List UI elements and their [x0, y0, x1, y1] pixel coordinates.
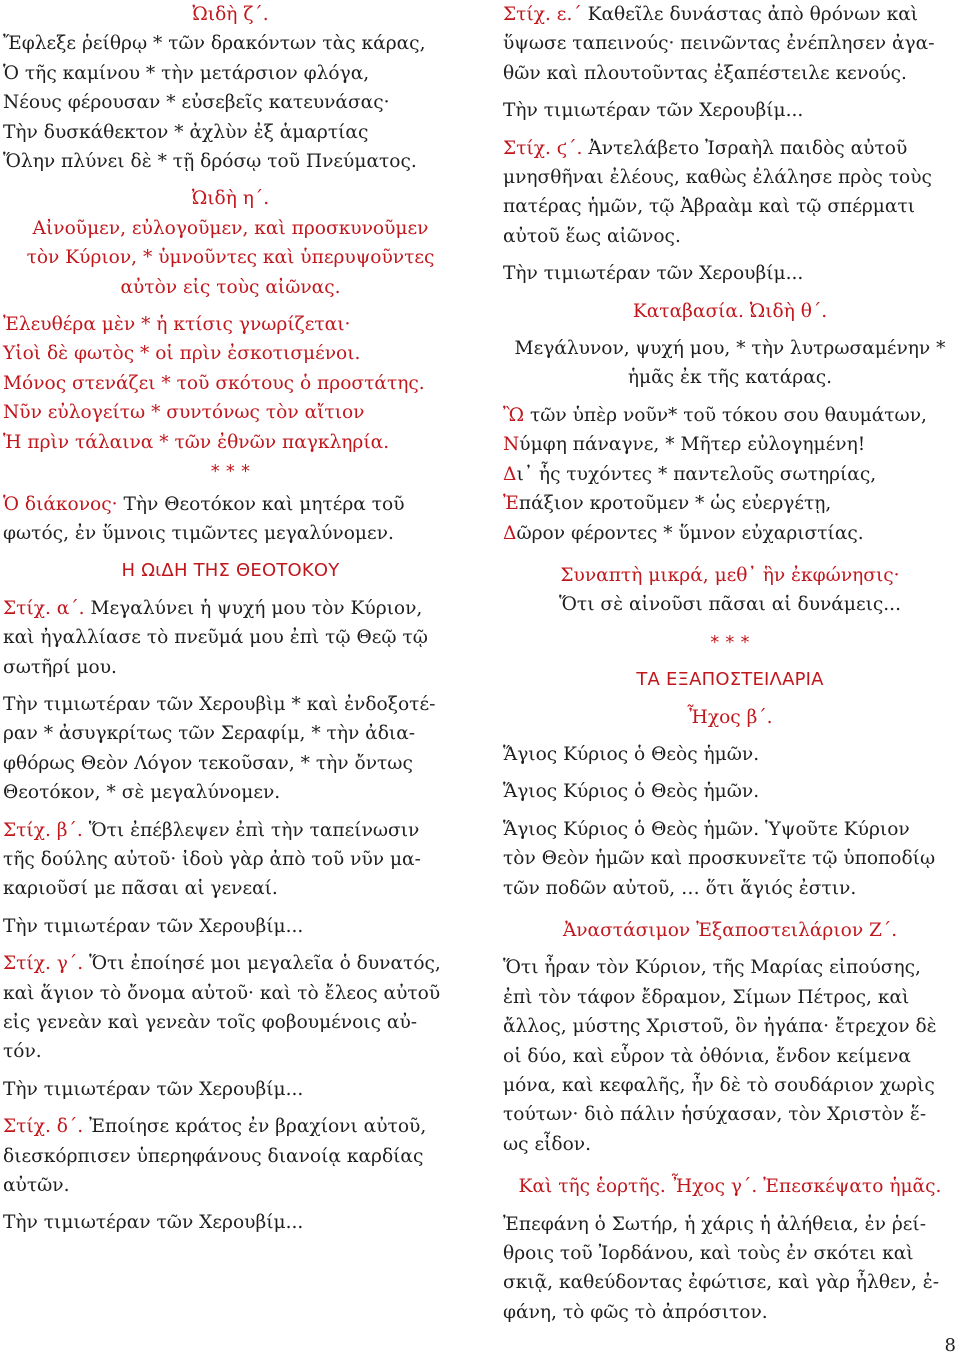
stix-st-label: Στίχ. ϛ΄.: [503, 137, 583, 159]
feast-title: Καὶ τῆς ἑορτῆς. Ἦχος γ΄. Ἐπεσκέψατο ἡμᾶς.: [518, 1176, 942, 1198]
stix-line: Ὅτι ἐποίησέ μοι μεγαλεῖα ὁ δυνατός,: [89, 953, 441, 975]
left-column: [3, 0, 458, 1238]
stix-line: Ἐποίησε κράτος ἐν βραχίονι αὐτοῦ,: [89, 1116, 427, 1138]
timioteran-short: Τὴν τιμιωτέραν τῶν Χερουβίμ...: [3, 1078, 304, 1100]
refrain-line: αὐτὸν εἰς τοὺς αἰῶνας.: [120, 276, 341, 298]
ode-8-verse: [3, 310, 458, 457]
verse-line: Ἐπάξιον κροτοῦμεν * ὡς εὐεργέτῃ,: [503, 493, 832, 515]
synapti-rubric: Συναπτὴ μικρά, μεθ᾽ ἣν ἐκφώνησις·: [560, 564, 900, 586]
text-line: ἐπὶ τὸν τάφον ἔδραμον, Σίμων Πέτρος, καὶ: [503, 986, 910, 1008]
deacon-exclamation: [3, 490, 458, 519]
stix-e-label: Στίχ. ε.΄: [503, 4, 582, 25]
stix-line: Ὅτι ἐπέβλεψεν ἐπὶ τὴν ταπείνωσιν: [88, 819, 420, 841]
timioteran-short: Τὴν τιμιωτέραν τῶν Χερουβίμ...: [503, 263, 804, 285]
verse-line: Νέους φέρουσαν * εὐσεβεῖς κατευνάσας·: [3, 92, 390, 114]
hymn-line: φθόρως Θεὸν Λόγον τεκοῦσαν, * τὴν ὄντως: [3, 752, 413, 774]
stix-a-label: Στίχ. α΄.: [3, 597, 85, 619]
timioteran-full: [3, 690, 458, 808]
exaposteilaria-heading: ΤΑ ΕΞΑΠΟΣΤΕΙΛΑΡΙΑ: [636, 669, 824, 691]
verse-line: Ἅγιος Κύριος ὁ Θεὸς ἡμῶν. Ὑψοῦτε Κύριον: [503, 818, 910, 840]
stix-line: θῶν καὶ πλουτοῦντας ἐξαπέστειλε κενούς.: [503, 62, 907, 84]
anastasimon-text: [503, 953, 957, 1159]
megalynon-refrain: [503, 334, 957, 393]
agios-verse: [503, 815, 957, 903]
stix-line: Μεγαλύνει ἡ ψυχή μου τὸν Κύριον,: [90, 597, 423, 619]
echos-title: Ἦχος β΄.: [687, 706, 773, 728]
stix-line: πατέρας ἡμῶν, τῷ Ἀβραὰμ καὶ τῷ σπέρματι: [503, 196, 916, 218]
stix-line: αὐτοῦ ἕως αἰῶνος.: [503, 225, 681, 247]
stix-st: [503, 134, 957, 252]
stix-b: [3, 816, 458, 904]
stix-g-label: Στίχ. γ΄.: [3, 953, 84, 975]
refrain-line: Μεγάλυνον, ψυχή μου, * τὴν λυτρωσαμένην *: [514, 338, 946, 360]
timioteran-short: Τὴν τιμιωτέραν τῶν Χερουβίμ...: [503, 100, 804, 122]
stix-line: μνησθῆναι ἐλέους, καθὼς ἐλάλησε πρὸς τοὺς: [503, 167, 932, 189]
page-number: 8: [944, 1335, 956, 1356]
drop-initial: Δ: [503, 463, 517, 485]
section-divider: * * *: [710, 631, 750, 653]
right-column: [503, 0, 957, 1327]
verse-line: Νύμφη πάναγνε, * Μῆτερ εὐλογημένη!: [503, 434, 866, 456]
verse-line: τῶν ποδῶν αὐτοῦ, … ὅτι ἅγιός ἐστιν.: [503, 877, 857, 899]
refrain-line: ἡμᾶς ἐκ τῆς κατάρας.: [627, 367, 833, 389]
text-line: τούτων· διὸ πάλιν ἡσύχασαν, τὸν Χριστὸν ἕ-: [503, 1104, 927, 1126]
deacon-text-line: Τὴν Θεοτόκον καὶ μητέρα τοῦ: [123, 493, 405, 515]
drop-initial: Ν: [503, 434, 520, 456]
agios-line: Ἅγιος Κύριος ὁ Θεὸς ἡμῶν.: [503, 781, 760, 803]
deacon-label: Ὁ διάκονος·: [3, 493, 118, 515]
hymn-line: ραν * ἀσυγκρίτως τῶν Σεραφίμ, * τὴν ἀδια-: [3, 723, 416, 745]
verse-line: Ἐλευθέρα μὲν * ἡ κτίσις γνωρίζεται·: [3, 314, 351, 336]
text-line: σκιᾷ, καθεύδοντας ἐφώτισε, καὶ γὰρ ἦλθεν, ἐ-: [503, 1272, 940, 1294]
stix-a: [3, 594, 458, 682]
drop-initial: Δ: [503, 522, 517, 544]
stix-d-label: Στίχ. δ΄.: [3, 1116, 84, 1138]
timioteran-short: Τὴν τιμιωτέραν τῶν Χερουβίμ...: [3, 915, 304, 937]
agios-line: Ἅγιος Κύριος ὁ Θεὸς ἡμῶν.: [503, 743, 760, 765]
katavasia-title: Καταβασία. Ὠιδὴ θ΄.: [632, 300, 828, 322]
ode-7-title: Ὠιδὴ ζ΄.: [192, 4, 269, 25]
stix-line: καὶ ἠγαλλίασε τὸ πνεῦμά μου ἐπὶ τῷ Θεῷ τῷ: [3, 627, 428, 649]
stix-line: σωτῆρί μου.: [3, 656, 117, 678]
verse-line: Δι᾽ ἧς τυχόντες * παντελοῦς σωτηρίας,: [503, 463, 877, 485]
text-line: Ἐπεφάνη ὁ Σωτήρ, ἡ χάρις ἡ ἀλήθεια, ἐν ῥεί-: [503, 1213, 927, 1235]
text-line: θροις τοῦ Ἰορδάνου, καὶ τοὺς ἐν σκότει καὶ: [503, 1243, 914, 1265]
stix-line: ὕψωσε ταπεινούς· πεινῶντας ἐνέπλησεν ἀγα-: [503, 33, 935, 55]
stix-e: [503, 0, 957, 88]
timioteran-short: Τὴν τιμιωτέραν τῶν Χερουβίμ...: [3, 1212, 304, 1234]
verse-line: τὸν Θεὸν ἡμῶν καὶ προσκυνεῖτε τῷ ὑποποδίῳ: [503, 848, 936, 870]
ekphonesis: Ὅτι σὲ αἰνοῦσι πᾶσαι αἱ δυνάμεις...: [558, 594, 902, 616]
stix-line: εἰς γενεὰν καὶ γενεὰν τοῖς φοβουμένοις αὐ-: [3, 1012, 418, 1033]
verse-line: Ἔφλεξε ῥείθρῳ * τῶν δρακόντων τὰς κάρας,: [3, 33, 426, 55]
verse-line: Τὴν δυσκάθεκτον * ἀχλὺν ἐξ ἁμαρτίας: [3, 121, 369, 143]
feast-text: [503, 1210, 957, 1328]
verse-line: Μόνος στενάζει * τοῦ σκότους ὁ προστάτης.: [3, 372, 425, 394]
drop-initial: Ἐ: [503, 493, 519, 515]
katavasia-verse: [503, 401, 957, 548]
text-line: Ὅτι ἦραν τὸν Κύριον, τῆς Μαρίας εἰπούσης,: [503, 957, 921, 979]
stix-line: Καθεῖλε δυνάστας ἀπὸ θρόνων καὶ: [587, 4, 919, 25]
verse-line: Δῶρον φέροντες * ὕμνον εὐχαριστίας.: [503, 522, 864, 544]
verse-line: Ὢ τῶν ὑπὲρ νοῦν* τοῦ τόκου σου θαυμάτων,: [503, 404, 927, 426]
hymn-line: Τὴν τιμιωτέραν τῶν Χερουβὶμ * καὶ ἐνδοξοτέ-: [3, 693, 436, 715]
text-line: μόνα, καὶ κεφαλῆς, ἦν δὲ τὸ σουδάριον χωρὶς: [503, 1075, 935, 1096]
stix-line: τόν.: [3, 1041, 42, 1063]
text-line: ως εἶδον.: [503, 1133, 592, 1155]
text-line: οἱ δύο, καὶ εὗρον τὰ ὀθόνια, ἔνδον κείμενα: [503, 1045, 911, 1067]
stix-g: [3, 949, 458, 1067]
ode-8-refrain: [3, 214, 458, 302]
deacon-text-line: φωτός, ἐν ὕμνοις τιμῶντες μεγαλύνομεν.: [3, 522, 394, 544]
stix-line: τῆς δούλης αὐτοῦ· ἰδοὺ γὰρ ἀπὸ τοῦ νῦν μα-: [3, 848, 421, 870]
ode-7-verse: [3, 29, 458, 176]
text-line: φάνη, τὸ φῶς τὸ ἀπρόσιτον.: [503, 1301, 768, 1323]
verse-line: Ὁ τῆς καμίνου * τὴν μετάρσιον φλόγα,: [3, 62, 370, 84]
verse-line: Ἡ πρὶν τάλαινα * τῶν ἐθνῶν παγκληρία.: [3, 431, 390, 453]
refrain-line: Αἰνοῦμεν, εὐλογοῦμεν, καὶ προσκυνοῦμεν: [32, 217, 429, 239]
stix-d: [3, 1112, 458, 1200]
verse-line: Ὅλην πλύνει δὲ * τῇ δρόσῳ τοῦ Πνεύματος.: [3, 151, 417, 173]
theotokos-ode-heading: Η ΩιΔΗ ΤΗΣ ΘΕΟΤΟΚΟΥ: [121, 560, 340, 582]
text-line: ἄλλος, μύστης Χριστοῦ, ὃν ἠγάπα· ἔτρεχον δὲ: [503, 1016, 937, 1038]
verse-line: Υἱοὶ δὲ φωτὸς * οἱ πρὶν ἐσκοτισμένοι.: [3, 343, 361, 365]
stix-line: Ἀντελάβετο Ἰσραὴλ παιδὸς αὐτοῦ: [588, 137, 908, 159]
drop-initial: Ὢ: [503, 404, 525, 426]
stix-line: διεσκόρπισεν ὑπερηφάνους διανοίᾳ καρδίας: [3, 1145, 424, 1167]
verse-line: Νῦν εὐλογείτω * συντόνως τὸν αἴτιον: [3, 402, 365, 424]
hymn-line: Θεοτόκον, * σὲ μεγαλύνομεν.: [3, 782, 281, 804]
refrain-line: τὸν Κύριον, * ὑμνοῦντες καὶ ὑπερυψοῦντες: [26, 247, 435, 269]
section-divider: * * *: [210, 461, 251, 483]
ode-8-title: Ὠιδὴ η΄.: [191, 188, 270, 210]
stix-b-label: Στίχ. β΄.: [3, 819, 83, 841]
stix-line: καριοῦσί με πᾶσαι αἱ γενεαί.: [3, 878, 278, 900]
anastasimon-title: Ἀναστάσιμον Ἐξαποστειλάριον Ζ΄.: [562, 919, 898, 941]
stix-line: καὶ ἅγιον τὸ ὄνομα αὐτοῦ· καὶ τὸ ἔλεος αὐτοῦ: [3, 982, 441, 1004]
stix-line: αὐτῶν.: [3, 1175, 70, 1197]
